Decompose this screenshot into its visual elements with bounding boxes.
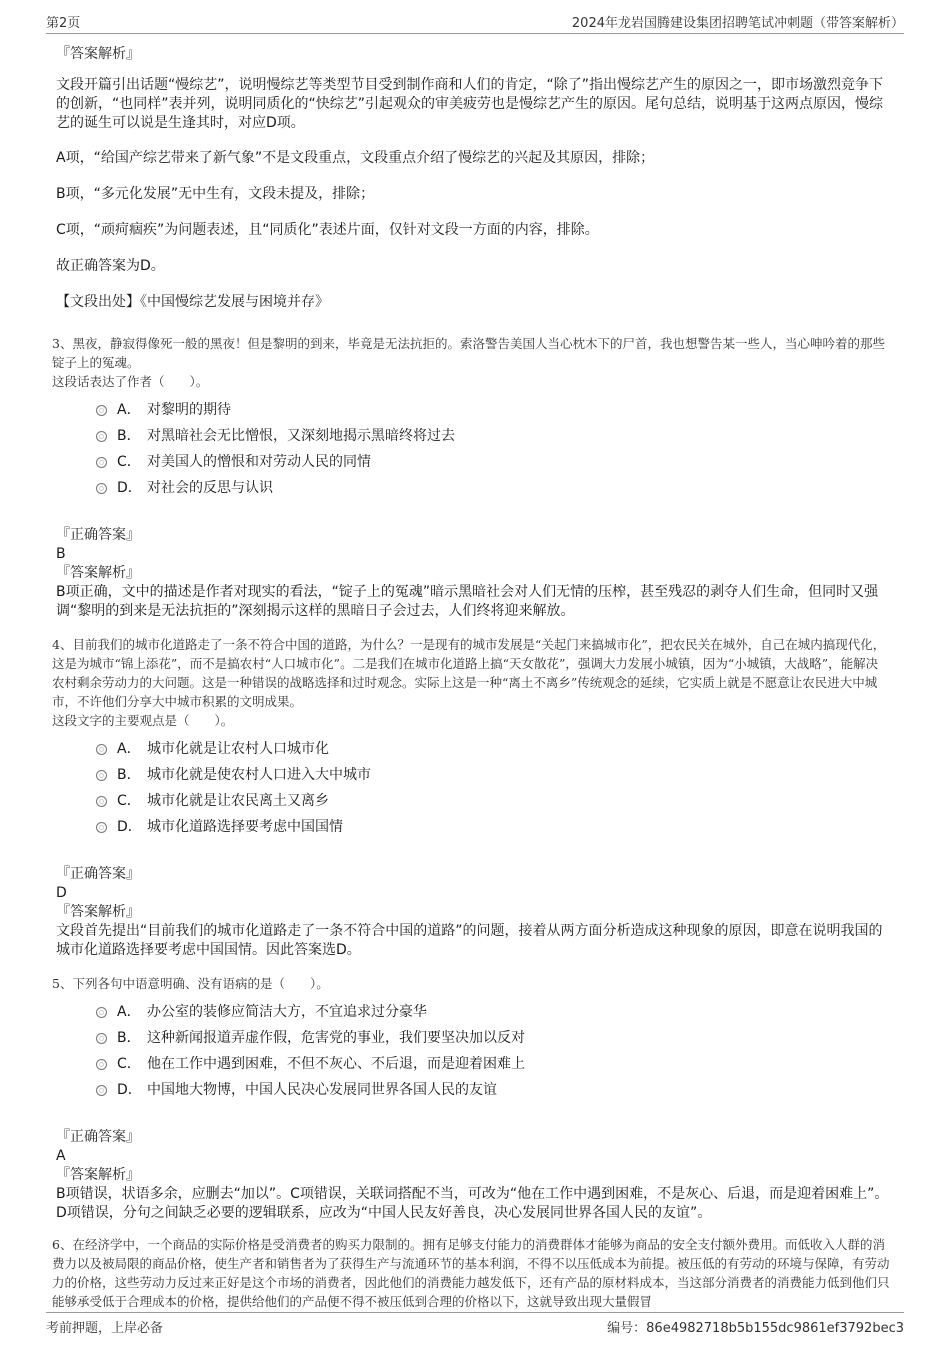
question-5-option-d[interactable]: D． 中国地大物博，中国人民决心发展同世界各国人民的友谊: [96, 1077, 890, 1103]
q2-analysis-option-c: C项，“顽疴痼疾”为问题表述，且“同质化”表述片面，仅针对文段一方面的内容，排除。: [56, 222, 599, 238]
question-4-answer-block: [56, 864, 890, 960]
question-3-prompt: 这段话表达了作者（ ）。: [52, 374, 209, 389]
analysis-label: 『答案解析』: [56, 904, 140, 920]
radio-icon[interactable]: [96, 1007, 107, 1018]
question-4-stem: 4、目前我们的城市化道路走了一条不符合中国的道路，为什么？一是现有的城市发展是“关起门来搞城市化”，把农民关在城外，自己在城内搞现代化，这是为城市“锦上添花”，而不是搞农村“人口城市化”。二是我们在城市化道路上搞“天女散花”，强调大力发展小城镇，因为“小城镇，大战略”，能解决农村剩余劳动力的大问题。这是一种错误的战略选择和过时观念。实际上这是一种“离土不离乡”传统观念的延续，它实质上就是不愿意让农民进大中城市，不许他们分享大中城市积累的文明成果。: [52, 637, 886, 709]
question-3-answer-block: [56, 525, 890, 621]
question-5-option-c[interactable]: C． 他在工作中遇到困难，不但不灰心、不后退，而是迎着困难上: [96, 1051, 890, 1077]
question-5-answer: A: [56, 1148, 66, 1164]
radio-icon[interactable]: [96, 744, 107, 755]
correct-answer-label: 『正确答案』: [56, 1129, 140, 1145]
document-id: 编号：86e4982718b5b155dc9861ef3792bec3: [607, 1321, 904, 1336]
question-3-options: [96, 397, 890, 501]
page-header: [46, 10, 904, 34]
question-4-analysis: 文段首先提出“目前我们的城市化道路走了一条不符合中国的道路”的问题，接着从两方面分析造成这种现象的原因，即意在说明我国的城市化道路选择要考虑中国国情。因此答案选D。: [56, 923, 883, 958]
radio-icon[interactable]: [96, 770, 107, 781]
radio-icon[interactable]: [96, 796, 107, 807]
page-number: 第2页: [46, 16, 81, 31]
question-4-option-d[interactable]: D． 城市化道路选择要考虑中国国情: [96, 814, 890, 840]
radio-icon[interactable]: [96, 822, 107, 833]
footer-slogan: 考前押题，上岸必备: [46, 1321, 164, 1336]
question-4-option-a[interactable]: A． 城市化就是让农村人口城市化: [96, 736, 890, 762]
radio-icon[interactable]: [96, 431, 107, 442]
question-5-option-a[interactable]: A． 办公室的装修应简洁大方，不宜追求过分豪华: [96, 999, 890, 1025]
question-3-option-b[interactable]: B． 对黑暗社会无比憎恨，又深刻地揭示黑暗终将过去: [96, 423, 890, 449]
question-3-analysis: B项正确，文中的描述是作者对现实的看法，“锭子上的冤魂”暗示黑暗社会对人们无情的压榨，甚至残忍的剥夺人们生命，但同时又强调“黎明的到来是无法抗拒的”深刻揭示这样的黑暗日子会过去，人们终将迎来解放。: [56, 584, 879, 619]
question-3-answer: B: [56, 546, 66, 562]
radio-icon[interactable]: [96, 483, 107, 494]
question-3-option-c[interactable]: C． 对美国人的憎恨和对劳动人民的同情: [96, 449, 890, 475]
q2-analysis-option-b: B项，“多元化发展”无中生有，文段未提及，排除；: [56, 186, 375, 202]
analysis-label: 『答案解析』: [56, 46, 140, 62]
analysis-label: 『答案解析』: [56, 565, 140, 581]
analysis-label: 『答案解析』: [56, 1167, 140, 1183]
question-5-stem: 5、下列各句中语意明确、没有语病的是（ ）。: [52, 976, 329, 991]
radio-icon[interactable]: [96, 405, 107, 416]
question-4-options: [96, 736, 890, 840]
question-5-analysis: B项错误，状语多余，应删去“加以”。C项错误，关联词搭配不当，可改为“他在工作中遇到困难，不是灰心、后退，而是迎着困难上”。D项错误，分句之间缺乏必要的逻辑联系，应改为“中国人民友好善良，决心发展同世界各国人民的友谊”。: [56, 1186, 889, 1221]
radio-icon[interactable]: [96, 1085, 107, 1096]
document-title: 2024年龙岩国腾建设集团招聘笔试冲刺题（带答案解析）: [571, 16, 904, 31]
radio-icon[interactable]: [96, 1059, 107, 1070]
q2-analysis-paragraph: 文段开篇引出话题“慢综艺”，说明慢综艺等类型节目受到制作商和人们的肯定，“除了”指出慢综艺产生的原因之一，即市场激烈竞争下的创新，“也同样”表并列，说明同质化的“快综艺”引起观众的审美疲劳也是慢综艺产生的原因。尾句总结，说明基于这两点原因，慢综艺的诞生可以说是生逢其时，对应D项。: [56, 77, 884, 131]
question-4-answer: D: [56, 885, 67, 901]
question-5-option-b[interactable]: B． 这种新闻报道弄虚作假，危害党的事业，我们要坚决加以反对: [96, 1025, 890, 1051]
question-4-option-c[interactable]: C． 城市化就是让农民离土又离乡: [96, 788, 890, 814]
q2-source: 【文段出处】《中国慢综艺发展与困境并存》: [56, 294, 329, 310]
q2-analysis-option-a: A项，“给国产综艺带来了新气象”不是文段重点，文段重点介绍了慢综艺的兴起及其原因，排除；: [56, 150, 655, 166]
question-3-option-a[interactable]: A． 对黎明的期待: [96, 397, 890, 423]
question-4-prompt: 这段文字的主要观点是（ ）。: [52, 713, 234, 728]
correct-answer-label: 『正确答案』: [56, 527, 140, 543]
q2-conclusion: 故正确答案为D。: [56, 258, 165, 274]
page-footer: [46, 1312, 904, 1338]
question-3-stem: 3、黑夜，静寂得像死一般的黑夜！但是黎明的到来，毕竟是无法抗拒的。索洛警告美国人当心枕木下的尸首，我也想警告某一些人，当心呻吟着的那些锭子上的冤魂。: [52, 336, 885, 370]
question-5-answer-block: [56, 1127, 890, 1223]
radio-icon[interactable]: [96, 457, 107, 468]
question-6-stem: 6、在经济学中，一个商品的实际价格是受消费者的购买力限制的。拥有足够支付能力的消费群体才能够为商品的安全支付额外费用。而低收入人群的消费力以及被局限的商品价格，使生产者和销售者为了获得生产与流通环节的基本利润，不得不以压低成本为前提。被压低的有劳动的环境与保障，有劳动力的价格，这些劳动力反过来正好是这个市场的消费者，因此他们的消费能力越发低下，还有产品的原材料成本，当这部分消费者的消费能力低到他们只能够承受低于合理成本的价格，提供给他们的产品便不得不被压低到合理的价格以下，这就导致出现大量假冒: [52, 1237, 890, 1309]
question-4-option-b[interactable]: B． 城市化就是使农村人口进入大中城市: [96, 762, 890, 788]
question-5-options: [96, 999, 890, 1103]
radio-icon[interactable]: [96, 1033, 107, 1044]
correct-answer-label: 『正确答案』: [56, 866, 140, 882]
question-3-option-d[interactable]: D． 对社会的反思与认识: [96, 475, 890, 501]
page-content: [52, 44, 890, 1311]
